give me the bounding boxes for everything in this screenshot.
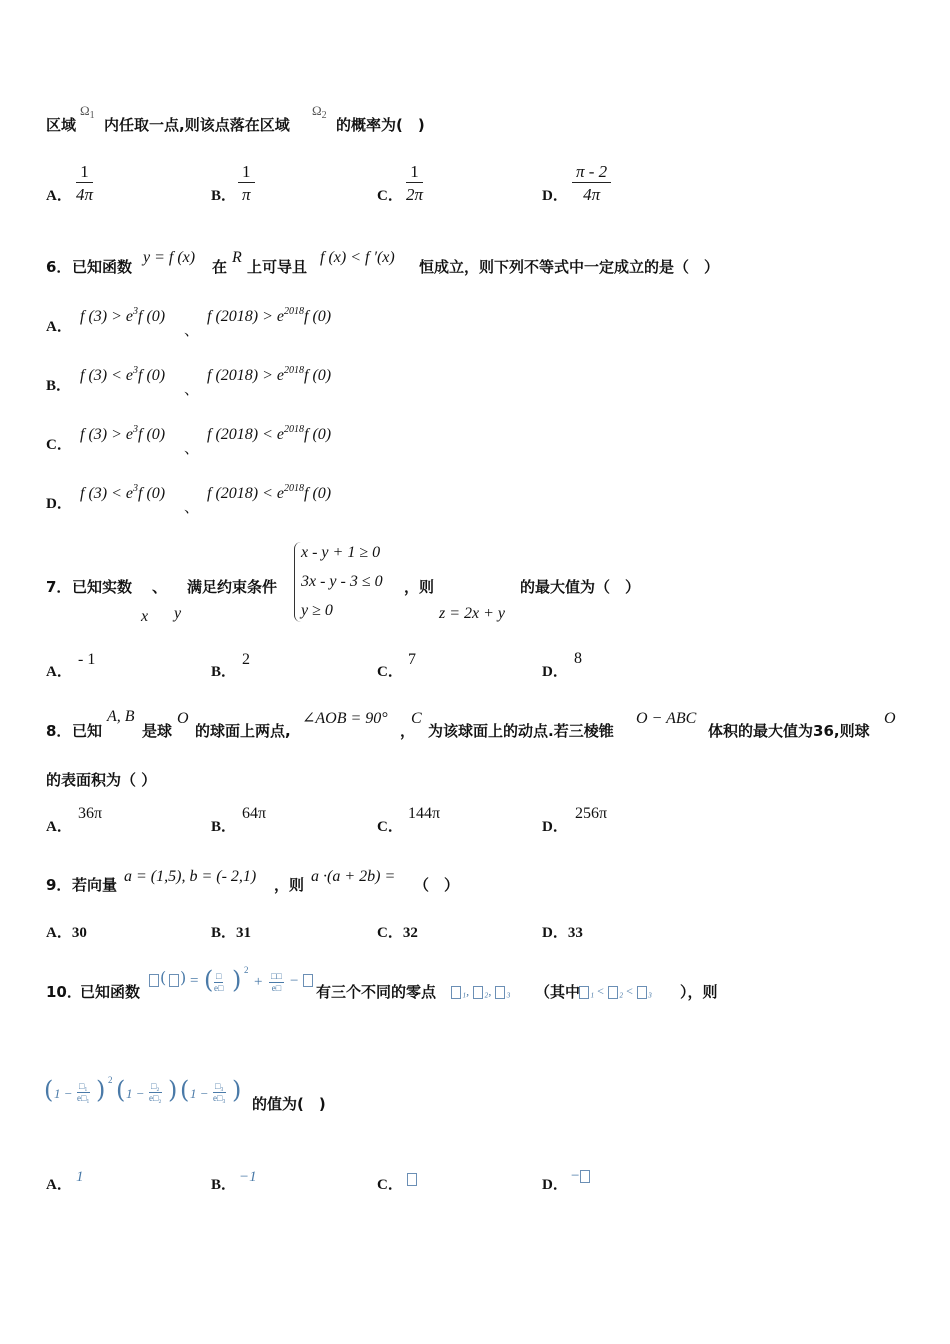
q6-stem-part1: 已知函数 — [72, 258, 133, 276]
q10-option-a-label: A． — [46, 1177, 72, 1193]
q7-option-a-value: - 1 — [78, 651, 96, 668]
q8-option-a-label: A． — [46, 819, 72, 835]
q7-var-x: x — [141, 608, 149, 625]
q8-stem-part4: 为该球面上的动点.若三棱锥 — [428, 722, 614, 740]
q10-product-paren: ( — [116, 1076, 126, 1104]
q9-option-d: D．33 — [542, 925, 583, 941]
q9-option-b: B．31 — [211, 925, 252, 941]
q5-option-b-label: B． — [211, 188, 237, 204]
q7-option-c-label: C． — [377, 664, 403, 680]
q7-system-brace — [294, 542, 301, 622]
q6-option-c-separator: 、 — [184, 439, 200, 457]
q5-stem-part1: 区域 — [46, 116, 77, 134]
q5-option-d-fraction: $\frac{\pi - 2}{4\pi}$ — [572, 163, 611, 203]
q8-stem-part3: 的球面上两点, — [195, 722, 291, 740]
q7-var-y: y — [174, 605, 182, 622]
q7-objective: z = 2x + y — [439, 605, 506, 622]
q7-stem-part2: 满足约束条件 — [187, 578, 278, 596]
q6-stem-part2: 在 — [212, 258, 228, 276]
q5-option-d-label: D． — [542, 188, 568, 204]
q10-product-one: 1 − — [126, 1086, 145, 1101]
q7-number: 7． — [46, 578, 72, 596]
q8-stem-part6: 的表面积为（ ） — [46, 771, 157, 789]
q5-omega1: $\Omega_1$ — [80, 103, 95, 121]
q6-option-d-left: f $(3) < e^3f$ (0) — [80, 483, 166, 502]
q7-stem-part1: 已知实数 — [72, 578, 133, 596]
q9-stem-part2: ，则 — [274, 876, 305, 894]
q10-formula-glyph — [169, 974, 179, 987]
q5-option-a-fraction: $\frac{1}{4\pi}$ — [76, 162, 94, 204]
q10-stem-part1: 已知函数 — [80, 983, 141, 1001]
q6-option-b-left: f $(3) < e^3f$ (0) — [80, 365, 166, 384]
q6-option-d-right: f $(2018) < e^{2018}f$ (0) — [207, 483, 332, 502]
q10-formula-paren: ) — [232, 966, 242, 994]
q10-option-b-label: B． — [211, 1177, 237, 1193]
q8-option-b-label: B． — [211, 819, 237, 835]
q10-formula-paren: ( — [160, 968, 167, 987]
q6-option-d-label: D． — [46, 496, 72, 512]
q10-product-expression — [44, 1074, 250, 1114]
q5-option-c-label: C． — [377, 188, 403, 204]
q10-product-paren: ) — [96, 1076, 106, 1104]
q6-option-d-separator: 、 — [184, 498, 200, 516]
q6-number: 6． — [46, 258, 72, 276]
q7-option-d-label: D． — [542, 664, 568, 680]
q5-stem-part2: 内任取一点,则该点落在区域 — [104, 116, 290, 134]
q6-option-b-label: B． — [46, 378, 72, 394]
q10-option-d-value: − — [571, 1168, 591, 1185]
q10-product-fraction: □₃ e□₃ — [213, 1081, 226, 1103]
q10-formula-glyph — [149, 974, 159, 987]
q10-product-paren: ) — [168, 1076, 178, 1104]
q10-product-paren: ) — [232, 1076, 242, 1104]
q10-option-a-value: 1 — [76, 1169, 84, 1185]
q10-formula-fraction: □ e□ — [214, 971, 224, 993]
q8-stem-part2: 是球 — [142, 722, 173, 740]
q10-formula-glyph — [303, 974, 313, 987]
q8-number: 8． — [46, 722, 72, 740]
q6-option-a-right: f $(2018) > e^{2018}f$ (0) — [207, 306, 332, 325]
q6-option-a-label: A． — [46, 319, 72, 335]
q8-center-o-2: O — [884, 710, 896, 727]
q7-option-b-value: 2 — [242, 651, 250, 668]
q9-number: 9． — [46, 876, 72, 894]
q7-option-b-label: B． — [211, 664, 237, 680]
q10-stem-part3: （其中 — [535, 983, 581, 1001]
q10-product-paren: ( — [180, 1076, 190, 1104]
q10-stem-part5: 的值为( ) — [252, 1095, 326, 1113]
q9-stem-part1: 若向量 — [72, 876, 118, 894]
q10-formula-fraction: □□ e□ — [271, 971, 282, 993]
q9-option-c: C．32 — [377, 925, 418, 941]
q8-center-o: O — [177, 710, 189, 727]
q5-option-a-label: A． — [46, 188, 72, 204]
q8-option-b-value: 64π — [242, 805, 267, 822]
q5-option-c-fraction: $\frac{1}{2\pi}$ — [406, 162, 424, 204]
q8-angle: ∠AOB = 90° — [302, 710, 388, 727]
q7-constraint-3: y ≥ 0 — [301, 602, 333, 619]
q8-stem-part1: 已知 — [72, 722, 103, 740]
q10-stem-part4: ），则 — [680, 983, 718, 1001]
q6-option-b-right: f $(2018) > e^{2018}f$ (0) — [207, 365, 332, 384]
q10-product-fraction: □₂ e□₂ — [149, 1081, 162, 1103]
q8-option-d-label: D． — [542, 819, 568, 835]
q10-function-formula — [148, 966, 316, 1000]
q8-comma: ， — [400, 722, 416, 740]
q7-constraint-2: 3x - y - 3 ≤ 0 — [301, 573, 383, 590]
q6-stem-part4: 恒成立，则下列不等式中一定成立的是（ ） — [419, 258, 720, 276]
q10-formula-minus: − — [290, 973, 299, 989]
q10-formula-exponent: 2 — [244, 965, 249, 975]
q10-number: 10． — [46, 983, 82, 1001]
q10-product-exponent: 2 — [108, 1075, 113, 1085]
q10-stem-part2: 有三个不同的零点 — [316, 983, 437, 1001]
q5-stem-part3: 的概率为( ) — [336, 116, 425, 134]
q7-option-c-value: 7 — [408, 651, 416, 668]
q10-product-fraction: □₁ e□₁ — [77, 1081, 90, 1103]
q5-option-b-fraction: $\frac{1}{\pi}$ — [238, 163, 255, 203]
q6-domain-r: R — [232, 249, 242, 266]
q6-stem-part3: 上可导且 — [247, 258, 308, 276]
q6-condition: f (x) < f ′(x) — [320, 249, 395, 266]
q9-stem-part3: （ ） — [414, 876, 460, 894]
q6-option-a-left: f $(3) > e^3f$ (0) — [80, 306, 166, 325]
q10-formula-equals: = — [190, 973, 199, 989]
q10-zeros-order: ₁ < ₂ < ₃ — [578, 984, 683, 1000]
q9-option-a: A．30 — [46, 925, 87, 941]
q7-stem-part4: 的最大值为（ ） — [520, 578, 641, 596]
q9-vectors: a = (1,5), b = (- 2,1) — [124, 868, 257, 885]
q10-product-one: 1 − — [190, 1086, 209, 1101]
q10-option-c-label: C． — [377, 1177, 403, 1193]
q8-point-c: C — [411, 710, 422, 727]
q10-formula-paren: ) — [180, 968, 187, 987]
q6-option-c-left: f $(3) > e^3f$ (0) — [80, 424, 166, 443]
q7-separator: 、 — [152, 578, 168, 596]
q10-product-one: 1 − — [54, 1086, 73, 1101]
q7-constraint-1: x - y + 1 ≥ 0 — [301, 544, 381, 561]
q6-option-b-separator: 、 — [184, 380, 200, 398]
q6-function: y = f (x) — [143, 249, 196, 266]
q7-option-d-value: 8 — [574, 650, 582, 667]
q8-pyramid: O − ABC — [636, 710, 697, 727]
q10-product-paren: ( — [44, 1076, 54, 1104]
q5-omega2: $\Omega_2$ — [312, 103, 327, 121]
q10-formula-plus: + — [254, 974, 263, 990]
q10-zeros-list: ₁, ₂, ₃ — [450, 984, 530, 1000]
q8-option-c-label: C． — [377, 819, 403, 835]
q8-option-d-value: 256π — [575, 805, 608, 822]
q6-option-c-label: C． — [46, 437, 72, 453]
q6-option-c-right: f $(2018) < e^{2018}f$ (0) — [207, 424, 332, 443]
q9-expression: a ·(a + 2b) = — [311, 868, 396, 885]
q6-option-a-separator: 、 — [184, 321, 200, 339]
q10-option-c-glyph — [406, 1170, 418, 1188]
q7-option-a-label: A． — [46, 664, 72, 680]
q10-option-d-label: D． — [542, 1177, 568, 1193]
q8-option-c-value: 144π — [408, 805, 441, 822]
q10-formula-paren: ( — [204, 966, 214, 994]
q7-stem-part3: ，则 — [404, 578, 435, 596]
q10-option-b-value: −1 — [239, 1169, 257, 1185]
q8-points-ab: A, B — [107, 708, 135, 725]
q8-option-a-value: 36π — [78, 805, 103, 822]
q8-stem-part5: 体积的最大值为36,则球 — [708, 722, 870, 740]
